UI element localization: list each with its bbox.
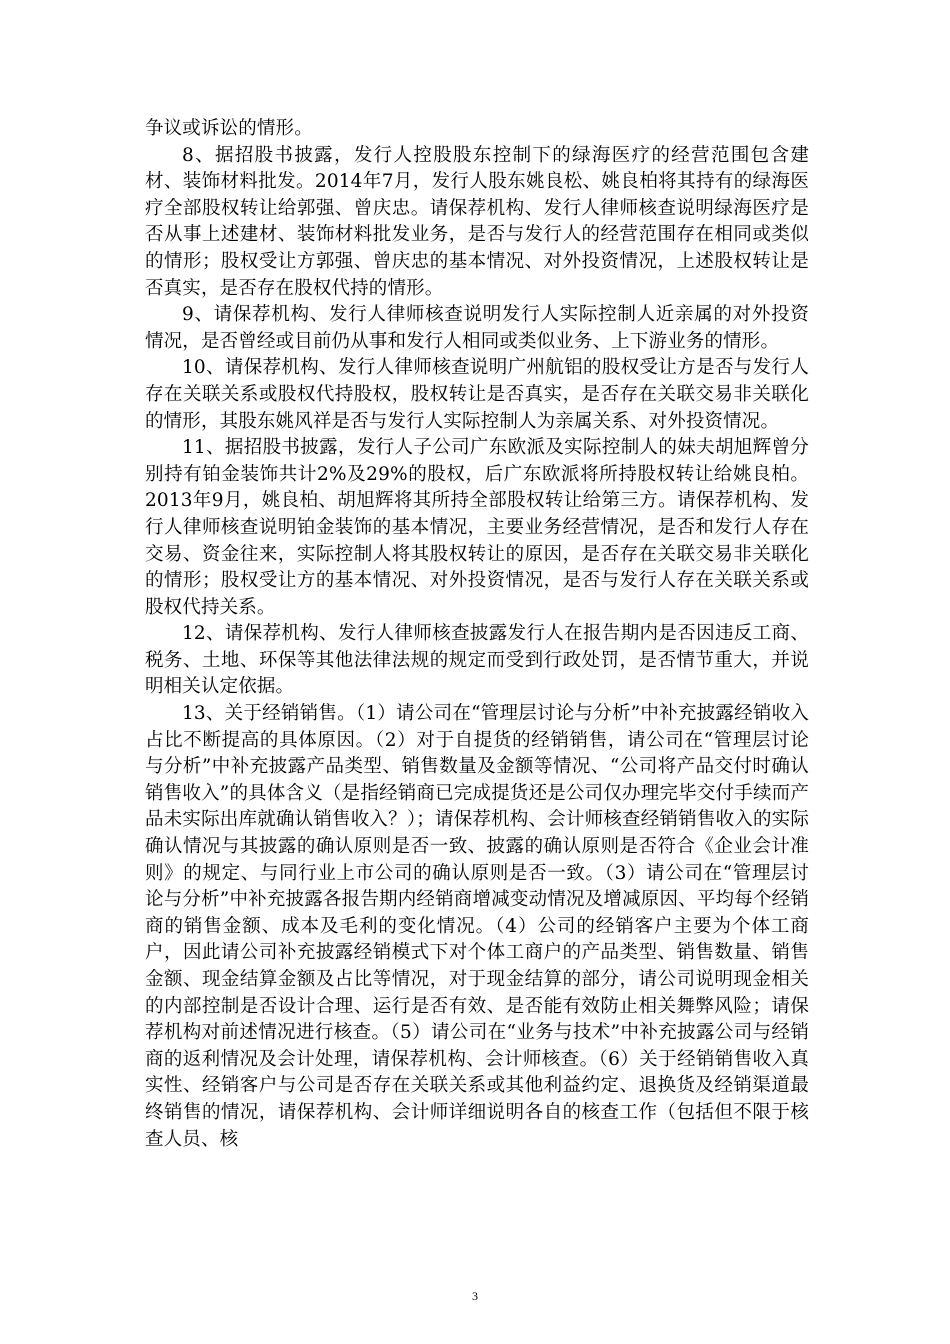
- paragraph-item-11: 11、据招股书披露，发行人子公司广东欧派及实际控制人的妹夫胡旭辉曾分别持有铂金装饰共计2%及29%的股权，后广东欧派将所持股权转让给姚良柏。2013年9月，姚良柏、胡旭辉将其所持全部股权转让给第三方。请保荐机构、发行人律师核查说明铂金装饰的基本情况，主要业务经营情况，是否和发行人存在交易、资金往来，实际控制人将其股权转让的原因，是否存在关联交易非关联化的情形；股权受让方的基本情况、对外投资情况，是否与发行人存在关联关系或股权代持关系。: [145, 437, 809, 618]
- paragraph-item-10: 10、请保荐机构、发行人律师核查说明广州航铝的股权受让方是否与发行人存在关联关系或股权代持股权，股权转让是否真实，是否存在关联交易非关联化的情形，其股东姚风祥是否与发行人实际控制人为亲属关系、对外投资情况。: [145, 357, 809, 432]
- document-body: [145, 116, 809, 1153]
- paragraph-item-12: 12、请保荐机构、发行人律师核查披露发行人在报告期内是否因违反工商、税务、土地、环保等其他法律法规的规定而受到行政处罚，是否情节重大，并说明相关认定依据。: [145, 623, 809, 698]
- paragraph-item-8: 8、据招股书披露，发行人控股股东控制下的绿海医疗的经营范围包含建材、装饰材料批发。2014年7月，发行人股东姚良松、姚良柏将其持有的绿海医疗全部股权转让给郭强、曾庆忠。请保荐机构、发行人律师核查说明绿海医疗是否从事上述建材、装饰材料批发业务，是否与发行人的经营范围存在相同或类似的情形；股权受让方郭强、曾庆忠的基本情况、对外投资情况，上述股权转让是否真实，是否存在股权代持的情形。: [145, 144, 809, 299]
- paragraph-item-13: 13、关于经销销售。（1）请公司在“管理层讨论与分析”中补充披露经销收入占比不断提高的具体原因。（2）对于自提货的经销销售，请公司在“管理层讨论与分析”中补充披露产品类型、销售数量及金额等情况、“公司将产品交付时确认销售收入”的具体含义（是指经销商已完成提货还是公司仅办理完毕交付手续而产品未实际出库就确认销售收入？）；请保荐机构、会计师核查经销销售收入的实际确认情况与其披露的确认原则是否一致、披露的确认原则是否符合《企业会计准则》的规定、与同行业上市公司的确认原则是否一致。（3）请公司在“管理层讨论与分析”中补充披露各报告期内经销商增减变动情况及增减原因、平均每个经销商的销售金额、成本及毛利的变化情况。（4）公司的经销客户主要为个体工商户，因此请公司补充披露经销模式下对个体工商户的产品类型、销售数量、销售金额、现金结算金额及占比等情况，对于现金结算的部分，请公司说明现金相关的内部控制是否设计合理、运行是否有效、是否能有效防止相关舞弊风险；请保荐机构对前述情况进行核查。（5）请公司在“业务与技术”中补充披露公司与经销商的返利情况及会计处理，请保荐机构、会计师核查。（6）关于经销销售收入真实性、经销客户与公司是否存在关联关系或其他利益约定、退换货及经销渠道最终销售的情况，请保荐机构、会计师详细说明各自的核查工作（包括但不限于核查人员、核: [145, 703, 809, 1150]
- paragraph-continued: 争议或诉讼的情形。: [145, 118, 313, 139]
- paragraph-item-9: 9、请保荐机构、发行人律师核查说明发行人实际控制人近亲属的对外投资情况，是否曾经或目前仍从事和发行人相同或类似业务、上下游业务的情形。: [145, 304, 809, 352]
- page-number: 3: [472, 1289, 478, 1303]
